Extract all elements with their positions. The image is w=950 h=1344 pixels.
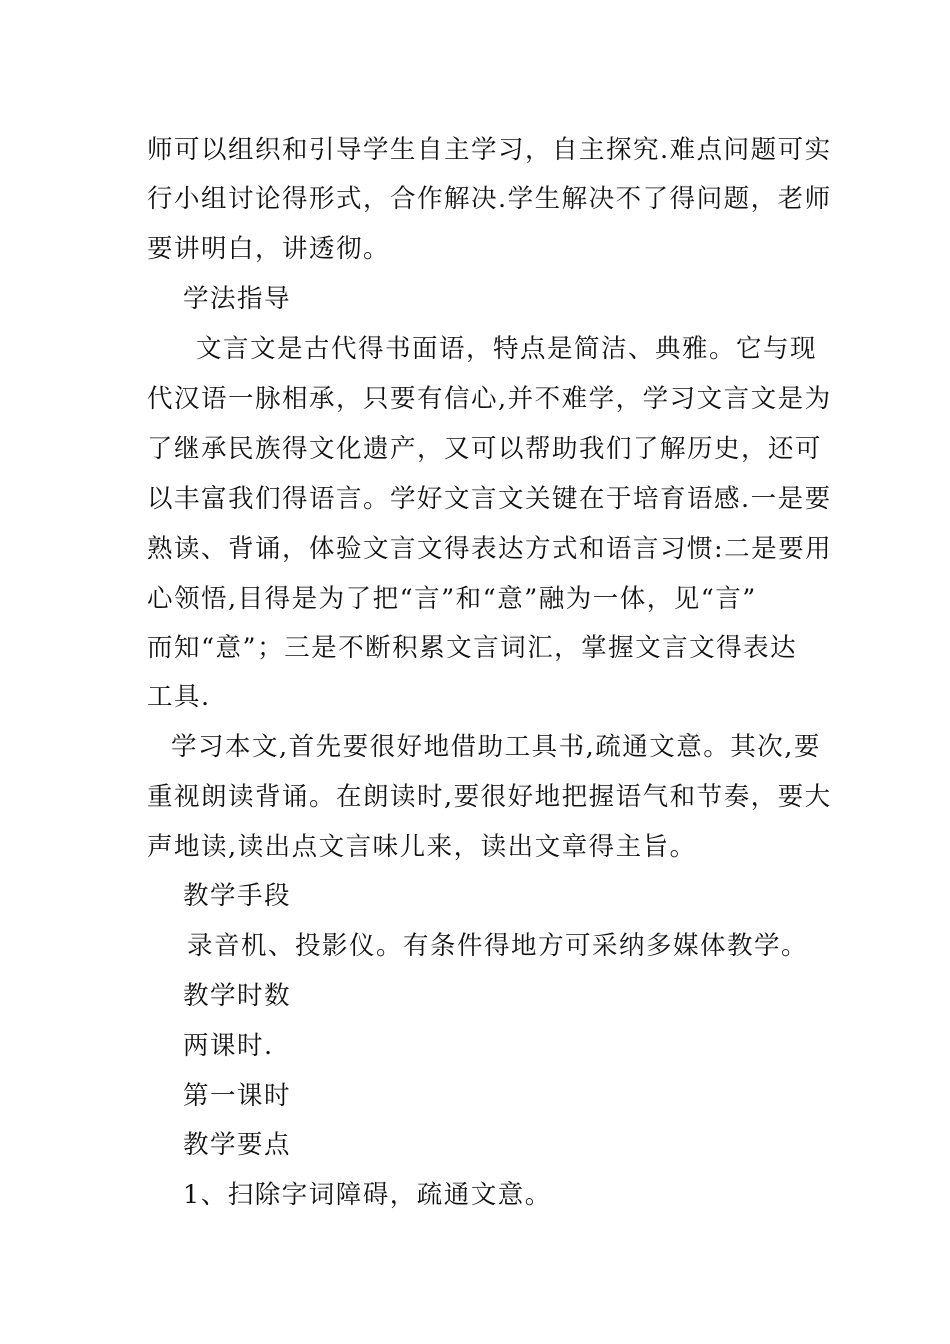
paragraph-line-14: 重视朗读背诵。在朗读时,要很好地把握语气和节奏，要大 (147, 782, 832, 812)
paragraph-line-17: 录音机、投影仪。有条件得地方可采纳多媒体教学。 (187, 931, 809, 961)
section-heading-teaching-points: 教学要点 (183, 1130, 292, 1160)
section-heading-teaching-hours: 教学时数 (183, 981, 292, 1011)
paragraph-line-3: 要讲明白，讲透彻。 (147, 234, 391, 264)
paragraph-line-12: 工具. (147, 682, 211, 712)
paragraph-line-2: 行小组讨论得形式，合作解决.学生解决不了得问题，老师 (147, 184, 832, 214)
paragraph-line-13: 学习本文,首先要很好地借助工具书,疏通文意。其次,要 (171, 732, 821, 762)
paragraph-line-6: 代汉语一脉相承，只要有信心,并不难学，学习文言文是为 (147, 384, 832, 414)
paragraph-line-7: 了继承民族得文化遗产，又可以帮助我们了解历史，还可 (147, 434, 823, 464)
section-heading-study-method: 学法指导 (183, 284, 292, 314)
paragraph-line-1: 师可以组织和引导学生自主学习，自主探究.难点问题可实 (147, 135, 832, 165)
section-heading-teaching-means: 教学手段 (183, 881, 292, 911)
paragraph-line-15: 声地读,读出点文言味儿来，读出文章得主旨。 (147, 832, 697, 862)
paragraph-line-9: 熟读、背诵，体验文言文得表达方式和语言习惯:二是要用 (147, 534, 833, 564)
paragraph-line-5: 文言文是古代得书面语，特点是简洁、典雅。它与现 (196, 334, 818, 364)
paragraph-line-8: 以丰富我们得语言。学好文言文关键在于培育语感.一是要 (147, 484, 832, 514)
paragraph-line-11: 而知“意”；三是不断积累文言词汇，掌握文言文得表达 (147, 633, 798, 663)
paragraph-line-19: 两课时. (183, 1031, 274, 1061)
section-heading-first-lesson: 第一课时 (183, 1081, 292, 1111)
paragraph-line-10: 心领悟,目得是为了把“言”和“意”融为一体，见“言” (147, 584, 757, 614)
list-item-1: 1、扫除字词障碍，疏通文意。 (183, 1180, 552, 1210)
